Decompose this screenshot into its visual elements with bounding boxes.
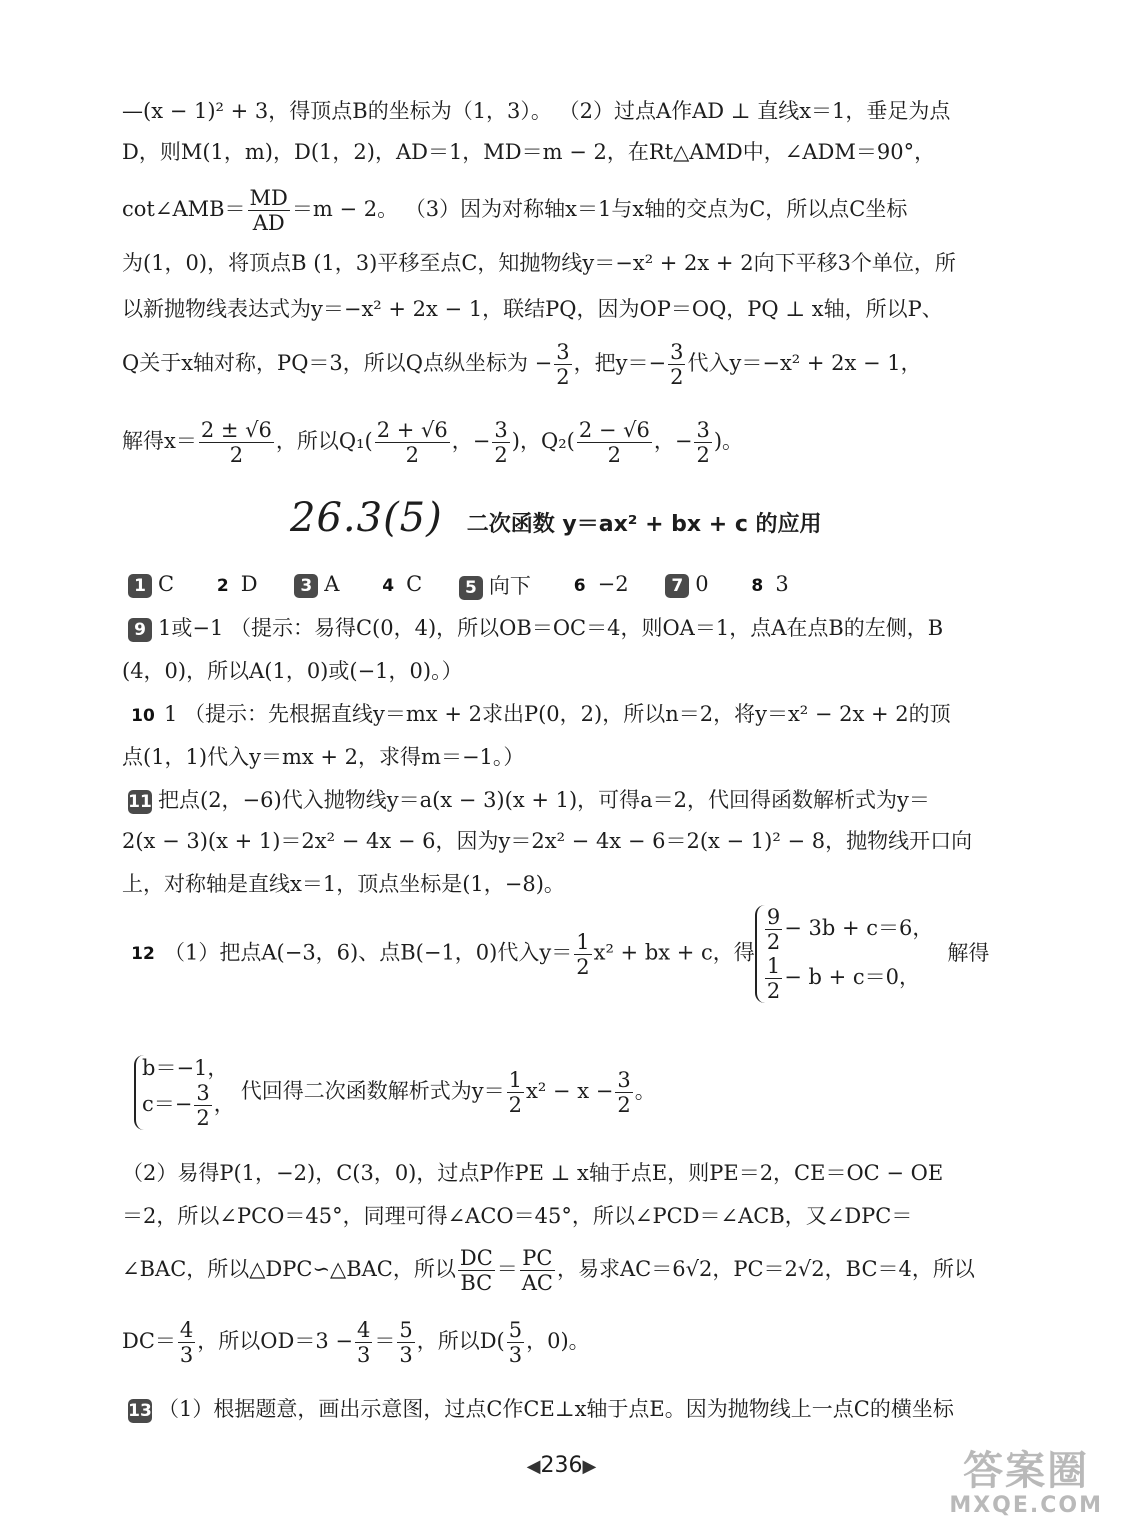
q9-line-1 — [128, 612, 943, 642]
frac-den: 2 — [696, 443, 710, 467]
fraction — [520, 1246, 555, 1295]
left-arrow-icon: ◀ — [526, 1456, 541, 1477]
answer-item — [665, 572, 708, 598]
fraction — [492, 418, 509, 467]
frac-den: 2 — [617, 1093, 631, 1117]
frac-den: 2 — [508, 1093, 522, 1117]
watermark-url: MXQE.COM — [949, 1493, 1103, 1518]
section-number: 26.3(5) — [290, 495, 443, 541]
question-number: 6 — [573, 575, 586, 596]
answer-value: 0 — [695, 572, 709, 597]
answer-item — [376, 572, 422, 598]
frac-num: MD — [249, 186, 288, 210]
frac-den: 2 — [766, 979, 781, 1003]
frac-den: 2 — [576, 954, 590, 979]
watermark — [949, 1449, 1103, 1518]
frac-num: 4 — [356, 1318, 371, 1342]
frac-num: 1 — [508, 1068, 522, 1092]
answer-value: 向下 — [488, 574, 531, 598]
q9-line-2: (4，0)，所以A(1，0)或(−1，0)。） — [122, 659, 463, 683]
text-seg: 。 — [634, 1079, 656, 1103]
frac-den: 2 — [607, 443, 622, 467]
text-line-1: —(x − 1)² + 3，得顶点B的坐标为（1，3）。 （2）过点A作AD ⊥ 直线x＝1，垂足为点 — [122, 99, 951, 123]
fraction — [507, 1318, 524, 1367]
page-number-value: 236 — [540, 1453, 583, 1478]
fraction — [178, 1318, 195, 1367]
frac-num: 5 — [399, 1318, 413, 1342]
text-seg: 解得x＝ — [122, 429, 197, 453]
frac-num: 3 — [196, 1081, 210, 1105]
q11-line-2: 2(x − 3)(x + 1)＝2x² − 4x − 6，因为y＝2x² − 4x − 6＝2(x − 1)² − 8，抛物线开口向 — [122, 829, 973, 853]
question-number-badge: 9 — [128, 618, 152, 642]
text-seg: ∠BAC，所以△DPC∽△BAC，所以 — [122, 1257, 456, 1281]
text-seg: 1或−1 （提示：易得C(0，4)，所以OB＝OC＝4，则OA＝1，点A在点B的左侧，B — [158, 616, 944, 640]
fraction — [355, 1318, 372, 1367]
q12-line-1 — [128, 905, 989, 1003]
text-seg: 解得 — [947, 940, 990, 965]
fraction — [554, 340, 571, 389]
q11-line-1 — [128, 784, 930, 814]
equation-2 — [763, 954, 934, 1003]
frac-num: DC — [459, 1246, 493, 1270]
frac-den: 2 — [494, 443, 508, 467]
fraction-md-ad — [248, 186, 290, 235]
q10-line-1 — [128, 698, 951, 728]
fraction — [194, 1081, 211, 1130]
q12-part2-line-1: （2）易得P(1，−2)，C(3，0)，过点P作PE ⊥ x轴于点E，则PE＝2，CE＝OC − OE — [122, 1161, 944, 1185]
question-number: 8 — [751, 575, 764, 596]
text-line-5: 以新抛物线表达式为y＝−x² + 2x − 1，联结PQ，因为OP＝OQ，PQ ⊥ x轴，所以P、 — [122, 297, 943, 321]
solution-b: b＝−1， — [142, 1056, 229, 1080]
text-line-3 — [122, 186, 907, 235]
text-seg: x² + bx + c，得 — [593, 940, 755, 965]
fraction — [694, 418, 711, 467]
text-seg: 把点(2，−6)代入抛物线y＝a(x − 3)(x + 1)，可得a＝2，代回得函数解析式为y＝ — [158, 788, 930, 812]
text-seg: )，Q₂( — [511, 429, 575, 453]
question-number-badge: 7 — [665, 574, 689, 598]
answer-row — [128, 570, 819, 600]
text-seg: ，所以OD＝3 − — [197, 1329, 353, 1353]
answer-item — [568, 572, 629, 598]
frac-den: 2 — [766, 930, 781, 954]
frac-den: 2 — [556, 365, 570, 389]
text-line-2: D，则M(1，m)，D(1，2)，AD＝1，MD＝m − 2，在Rt△AMD中，∠ADM＝90°， — [122, 140, 936, 164]
text-seg: ，− — [451, 429, 491, 453]
frac-den: 3 — [399, 1343, 413, 1367]
q12-part2-line-2: ＝2，所以∠PCO＝45°，同理可得∠ACO＝45°，所以∠PCD＝∠ACB，又∠DPC＝ — [122, 1204, 913, 1228]
frac-den: AD — [252, 211, 285, 235]
solution-system — [134, 1055, 235, 1130]
text-seg: − b + c＝0， — [784, 965, 920, 989]
text-seg: 代入y＝−x² + 2x − 1， — [687, 351, 922, 375]
question-number-badge: 1 — [128, 574, 152, 598]
text-seg: ，易求AC＝6√2，PC＝2√2，BC＝4，所以 — [557, 1257, 975, 1281]
question-number: 10 — [131, 705, 155, 726]
fraction — [765, 954, 782, 1003]
frac-den: 2 — [670, 365, 684, 389]
fraction — [765, 905, 782, 954]
frac-num: 3 — [556, 340, 570, 364]
text-seg: c＝− — [142, 1092, 193, 1116]
frac-num: 3 — [670, 340, 684, 364]
fraction — [199, 418, 274, 467]
frac-num: 4 — [179, 1318, 194, 1342]
frac-num: 2 + √6 — [376, 418, 448, 442]
question-number-badge: 3 — [294, 574, 318, 598]
text-seg: cot∠AMB＝ — [122, 197, 246, 221]
frac-num: 1 — [766, 954, 781, 978]
frac-num: 3 — [617, 1068, 631, 1092]
frac-den: AC — [521, 1271, 553, 1295]
watermark-logo: 答案圈 — [963, 1448, 1090, 1494]
answer-item — [745, 572, 788, 598]
question-number-badge: 11 — [128, 791, 152, 812]
text-seg: ，把y＝− — [573, 351, 667, 375]
answer-item — [459, 570, 531, 600]
q12-part2-line-3 — [122, 1246, 975, 1295]
equation-1 — [763, 905, 934, 954]
q11-line-3: 上，对称轴是直线x＝1，顶点坐标是(1，−8)。 — [122, 872, 565, 896]
text-seg: ，所以Q₁( — [275, 429, 373, 453]
answer-value: C — [406, 572, 423, 597]
answer-item — [294, 572, 339, 598]
text-line-4: 为(1，0)，将顶点B (1，3)平移至点C，知抛物线y＝−x² + 2x + 2向下平移3个单位，所 — [122, 251, 956, 275]
frac-den: 3 — [356, 1343, 371, 1367]
q13-line-1 — [128, 1393, 954, 1423]
fraction — [507, 1068, 524, 1117]
fraction — [668, 340, 685, 389]
question-number: 4 — [382, 575, 395, 596]
q12-solution — [134, 1055, 656, 1130]
frac-num: 2 ± √6 — [200, 418, 272, 442]
answer-value: −2 — [597, 572, 629, 597]
fraction — [458, 1246, 495, 1295]
fraction — [577, 418, 652, 467]
text-seg: ＝ — [496, 1257, 518, 1281]
question-number: 2 — [216, 575, 229, 596]
text-line-6 — [122, 340, 922, 389]
text-seg: )。 — [713, 429, 744, 453]
text-seg: DC＝ — [122, 1329, 176, 1353]
frac-num: 9 — [766, 905, 781, 929]
frac-num: 3 — [696, 418, 710, 442]
section-heading — [290, 495, 822, 541]
text-seg: 代回得二次函数解析式为y＝ — [240, 1079, 505, 1103]
section-title: 二次函数 y＝ax² + bx + c 的应用 — [466, 512, 822, 537]
question-number: 12 — [131, 944, 155, 964]
question-number-badge: 13 — [128, 1400, 152, 1421]
frac-num: 2 − √6 — [578, 418, 650, 442]
fraction — [574, 930, 591, 979]
text-seg: ，0)。 — [526, 1329, 590, 1353]
text-seg: ，− — [653, 429, 693, 453]
frac-den: 3 — [179, 1343, 194, 1367]
frac-num: 5 — [508, 1318, 523, 1342]
text-seg: − 3b + c＝6， — [784, 916, 934, 940]
text-seg: ＝m − 2。 （3）因为对称轴x＝1与x轴的交点为C，所以点C坐标 — [291, 197, 908, 221]
text-seg: ，所以D( — [416, 1329, 505, 1353]
text-seg: x² − x − — [525, 1079, 614, 1103]
text-seg: ＝ — [374, 1329, 396, 1353]
fraction — [397, 1318, 414, 1367]
solution-c — [142, 1081, 235, 1130]
q10-line-2: 点(1，1)代入y＝mx + 2，求得m＝−1。） — [122, 745, 525, 769]
fraction — [375, 418, 450, 467]
q12-part2-line-4 — [122, 1318, 590, 1367]
frac-num: 1 — [576, 929, 590, 954]
answer-value: C — [158, 572, 175, 597]
frac-num: PC — [520, 1246, 555, 1271]
frac-den: 2 — [405, 443, 419, 467]
frac-den: 3 — [508, 1343, 523, 1367]
text-seg: （1）根据题意，画出示意图，过点C作CE⊥x轴于点E。因为抛物线上一点C的横坐标 — [158, 1397, 954, 1421]
right-arrow-icon: ▶ — [582, 1456, 597, 1477]
frac-den: 2 — [196, 1106, 210, 1130]
question-number-badge: 5 — [459, 576, 483, 600]
answer-item — [128, 572, 174, 598]
answer-value: A — [324, 572, 340, 597]
text-line-7 — [122, 418, 743, 467]
text-seg: （1）把点A(−3，6)、点B(−1，0)代入y＝ — [164, 940, 573, 965]
equation-system — [755, 905, 934, 1003]
text-seg: Q关于x轴对称，PQ＝3，所以Q点纵坐标为 − — [122, 351, 553, 375]
answer-item — [211, 572, 258, 598]
frac-num: 3 — [494, 418, 508, 442]
answer-value: 3 — [775, 572, 789, 597]
frac-den: BC — [460, 1271, 493, 1295]
text-seg: 1 （提示：先根据直线y＝mx + 2求出P(0，2)，所以n＝2，将y＝x² − 2x + 2的顶 — [164, 702, 951, 726]
text-seg: ， — [213, 1092, 235, 1116]
frac-den: 2 — [229, 443, 244, 467]
answer-value: D — [240, 572, 258, 597]
fraction — [615, 1068, 632, 1117]
